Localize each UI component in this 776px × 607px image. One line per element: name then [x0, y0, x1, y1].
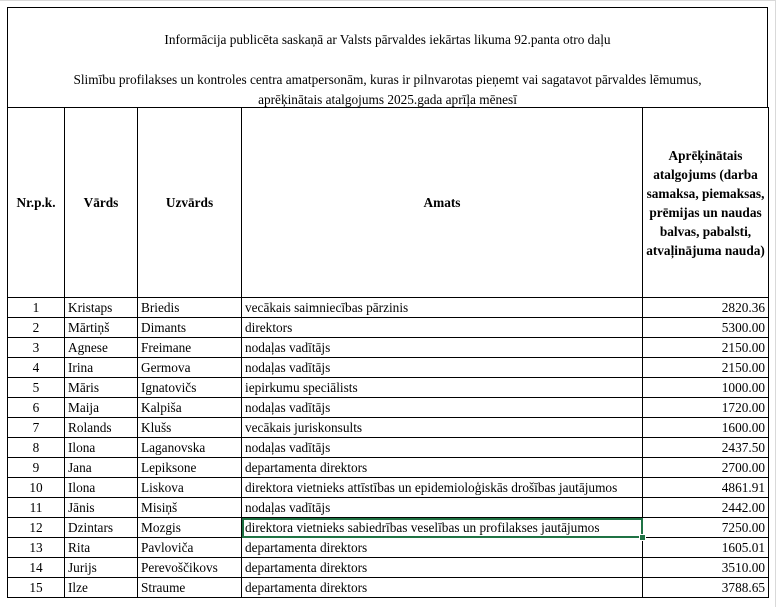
cell-last-name[interactable]: Lepiksone — [138, 458, 242, 478]
table-row — [8, 378, 769, 398]
table-row — [8, 498, 769, 518]
cell-position[interactable]: nodaļas vadītājs — [242, 398, 643, 418]
selection-fill-handle[interactable] — [639, 534, 646, 541]
cell-nr[interactable]: 6 — [8, 398, 65, 418]
column-header-nr[interactable]: Nr.p.k. — [8, 108, 65, 298]
cell-nr[interactable]: 7 — [8, 418, 65, 438]
cell-last-name[interactable]: Klušs — [138, 418, 242, 438]
table-row — [8, 338, 769, 358]
cell-first-name[interactable]: Ilona — [65, 438, 138, 458]
cell-first-name[interactable]: Māris — [65, 378, 138, 398]
header-cell[interactable] — [7, 7, 768, 108]
cell-first-name[interactable]: Agnese — [65, 338, 138, 358]
cell-last-name[interactable]: Germova — [138, 358, 242, 378]
table-row — [8, 438, 769, 458]
cell-nr[interactable]: 14 — [8, 558, 65, 578]
cell-position[interactable]: direktors — [242, 318, 643, 338]
cell-first-name[interactable]: Ilona — [65, 478, 138, 498]
cell-salary[interactable]: 5300.00 — [643, 318, 769, 338]
cell-salary[interactable]: 2437.50 — [643, 438, 769, 458]
cell-salary[interactable]: 1600.00 — [643, 418, 769, 438]
cell-position[interactable]: departamenta direktors — [242, 578, 643, 598]
cell-last-name[interactable]: Perevoščikovs — [138, 558, 242, 578]
table-row — [8, 478, 769, 498]
cell-first-name[interactable]: Mārtiņš — [65, 318, 138, 338]
cell-position[interactable]: departamenta direktors — [242, 458, 643, 478]
cell-first-name[interactable]: Jurijs — [65, 558, 138, 578]
column-header-first-name[interactable]: Vārds — [65, 108, 138, 298]
cell-nr[interactable]: 12 — [8, 518, 65, 538]
salary-table — [7, 107, 769, 598]
cell-last-name[interactable]: Liskova — [138, 478, 242, 498]
cell-nr[interactable]: 9 — [8, 458, 65, 478]
cell-first-name[interactable]: Jānis — [65, 498, 138, 518]
cell-nr[interactable]: 4 — [8, 358, 65, 378]
cell-salary[interactable]: 3510.00 — [643, 558, 769, 578]
cell-first-name[interactable]: Rita — [65, 538, 138, 558]
cell-salary[interactable]: 1720.00 — [643, 398, 769, 418]
cell-salary[interactable]: 4861.91 — [643, 478, 769, 498]
cell-position[interactable]: nodaļas vadītājs — [242, 358, 643, 378]
table-row — [8, 398, 769, 418]
cell-last-name[interactable]: Dimants — [138, 318, 242, 338]
header-subtitle: Slimību profilakses un kontroles centra amatpersonām, kuras ir pilnvarotas pieņemt vai sagatavot pārvaldes lēmumus, — [73, 72, 702, 87]
cell-nr[interactable]: 10 — [8, 478, 65, 498]
cell-salary[interactable]: 2442.00 — [643, 498, 769, 518]
cell-first-name[interactable]: Rolands — [65, 418, 138, 438]
cell-salary[interactable]: 1605.01 — [643, 538, 769, 558]
table-header-row — [8, 108, 769, 298]
cell-last-name[interactable]: Ignatovičs — [138, 378, 242, 398]
cell-nr[interactable]: 1 — [8, 298, 65, 318]
cell-first-name[interactable]: Irina — [65, 358, 138, 378]
cell-salary[interactable]: 3788.65 — [643, 578, 769, 598]
gridline — [0, 0, 776, 1]
cell-salary[interactable]: 2700.00 — [643, 458, 769, 478]
cell-position[interactable]: nodaļas vadītājs — [242, 438, 643, 458]
table-body — [8, 298, 769, 598]
cell-salary[interactable]: 7250.00 — [643, 518, 769, 538]
cell-position[interactable]: iepirkumu speciālists — [242, 378, 643, 398]
cell-first-name[interactable]: Jana — [65, 458, 138, 478]
table-row — [8, 318, 769, 338]
cell-last-name[interactable]: Misiņš — [138, 498, 242, 518]
cell-nr[interactable]: 15 — [8, 578, 65, 598]
cell-salary[interactable]: 1000.00 — [643, 378, 769, 398]
cell-last-name[interactable]: Laganovska — [138, 438, 242, 458]
cell-salary[interactable]: 2150.00 — [643, 338, 769, 358]
header-title: Informācija publicēta saskaņā ar Valsts pārvaldes iekārtas likuma 92.panta otro daļu — [164, 32, 611, 47]
table-row — [8, 358, 769, 378]
cell-position[interactable]: direktora vietnieks sabiedrības veselības un profilakses jautājumos — [242, 518, 643, 538]
cell-position[interactable]: nodaļas vadītājs — [242, 338, 643, 358]
cell-first-name[interactable]: Ilze — [65, 578, 138, 598]
cell-position[interactable]: vecākais saimniecības pārzinis — [242, 298, 643, 318]
table-row — [8, 578, 769, 598]
header-period: aprēķinātais atalgojums 2025.gada aprīļa mēnesī — [258, 92, 517, 107]
cell-last-name[interactable]: Straume — [138, 578, 242, 598]
cell-last-name[interactable]: Briedis — [138, 298, 242, 318]
table-row — [8, 298, 769, 318]
cell-position[interactable]: direktora vietnieks attīstības un epidemioloģiskās drošības jautājumos — [242, 478, 643, 498]
column-header-position[interactable]: Amats — [242, 108, 643, 298]
cell-position[interactable]: vecākais juriskonsults — [242, 418, 643, 438]
cell-salary[interactable]: 2150.00 — [643, 358, 769, 378]
column-header-salary[interactable]: Aprēķinātais atalgojums (darba samaksa, piemaksas, prēmijas un naudas balvas, pabalsti, atvaļinājuma nauda) — [643, 108, 769, 298]
table-row — [8, 538, 769, 558]
cell-last-name[interactable]: Freimane — [138, 338, 242, 358]
cell-salary[interactable]: 2820.36 — [643, 298, 769, 318]
cell-first-name[interactable]: Kristaps — [65, 298, 138, 318]
table-row — [8, 418, 769, 438]
cell-position[interactable]: nodaļas vadītājs — [242, 498, 643, 518]
cell-nr[interactable]: 8 — [8, 438, 65, 458]
table-row — [8, 518, 769, 538]
table-row — [8, 558, 769, 578]
cell-position[interactable]: departamenta direktors — [242, 558, 643, 578]
cell-last-name[interactable]: Mozgis — [138, 518, 242, 538]
cell-nr[interactable]: 11 — [8, 498, 65, 518]
table-row — [8, 458, 769, 478]
cell-nr[interactable]: 13 — [8, 538, 65, 558]
cell-position[interactable]: departamenta direktors — [242, 538, 643, 558]
cell-first-name[interactable]: Maija — [65, 398, 138, 418]
cell-last-name[interactable]: Kalpiša — [138, 398, 242, 418]
cell-nr[interactable]: 5 — [8, 378, 65, 398]
cell-nr[interactable]: 3 — [8, 338, 65, 358]
cell-last-name[interactable]: Pavloviča — [138, 538, 242, 558]
cell-nr[interactable]: 2 — [8, 318, 65, 338]
column-header-last-name[interactable]: Uzvārds — [138, 108, 242, 298]
cell-first-name[interactable]: Dzintars — [65, 518, 138, 538]
